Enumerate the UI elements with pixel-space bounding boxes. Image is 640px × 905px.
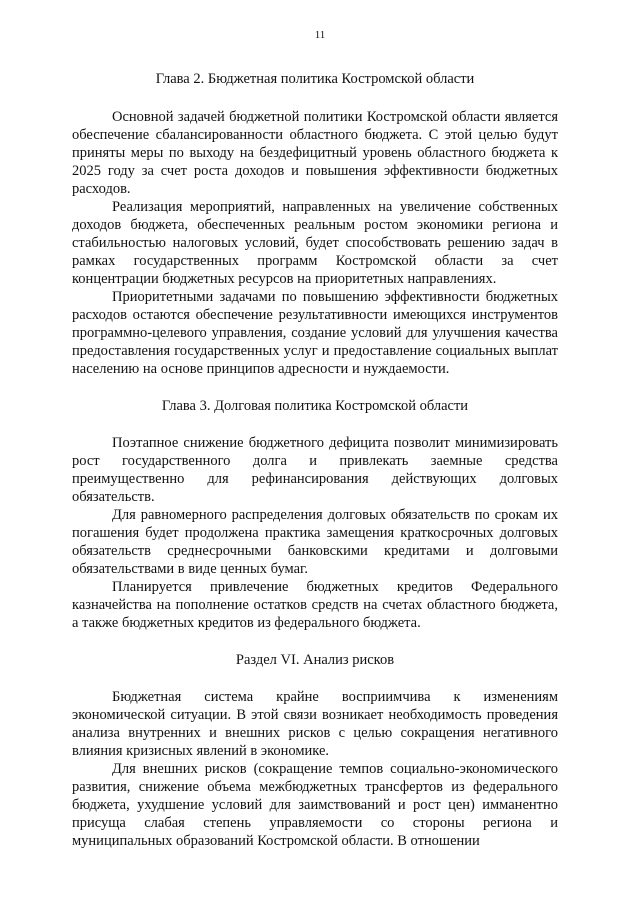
chapter-3-paragraph-2: Для равномерного распределения долговых обязательств по срокам их погашения будет продолжена практика замещения краткосрочных долговых обязательств среднесрочными банковскими кредитами и долговыми обязательствами в виде ценных бумаг. — [72, 507, 558, 577]
chapter-2-paragraph-2: Реализация мероприятий, направленных на увеличение собственных доходов бюджета, обеспеченных реальным ростом экономики региона и стабильностью налоговых условий, будет способствовать решению задач в рамках государственных программ Костромской области за счет концентрации бюджетных ресурсов на приоритетных направлениях. — [72, 199, 558, 287]
chapter-3-paragraph-3: Планируется привлечение бюджетных кредитов Федерального казначейства на пополнение остатков средств на счетах областного бюджета, а также бюджетных кредитов из федерального бюджета. — [72, 579, 558, 631]
document-body — [72, 70, 558, 850]
chapter-2-heading: Глава 2. Бюджетная политика Костромской области — [155, 71, 475, 87]
section-6-paragraph-1: Бюджетная система крайне восприимчива к изменениям экономической ситуации. В этой связи возникает необходимость проведения анализа внутренних и внешних рисков с целью сокращения негативного влияния кризисных явлений в экономике. — [72, 689, 558, 759]
section-6-heading: Раздел VI. Анализ рисков — [235, 652, 395, 668]
chapter-3-paragraph-1: Поэтапное снижение бюджетного дефицита позволит минимизировать рост государственного долга и привлекать заемные средства преимущественно для рефинансирования действующих долговых обязательств. — [72, 435, 558, 505]
chapter-2-paragraph-3: Приоритетными задачами по повышению эффективности бюджетных расходов остаются обеспечение результативности имеющихся инструментов программно-целевого управления, создание условий для улучшения качества предоставления государственных услуг и предоставление социальных выплат населению на основе принципов адресности и нуждаемости. — [72, 289, 558, 377]
chapter-2-paragraph-1: Основной задачей бюджетной политики Костромской области является обеспечение сбалансированности областного бюджета. С этой целью будут приняты меры по выходу на бездефицитный уровень областного бюджета к 2025 году за счет роста доходов и повышения эффективности бюджетных расходов. — [72, 109, 558, 197]
section-6-paragraph-2: Для внешних рисков (сокращение темпов социально-экономического развития, снижение объема межбюджетных трансфертов из федерального бюджета, ухудшение условий для заимствований и рост цен) имманентно присуща слабая степень управляемости со стороны региона и муниципальных образований Костромской области. В отношении — [72, 761, 558, 849]
chapter-3-heading: Глава 3. Долговая политика Костромской области — [161, 398, 469, 414]
page-number: 11 — [314, 29, 326, 41]
